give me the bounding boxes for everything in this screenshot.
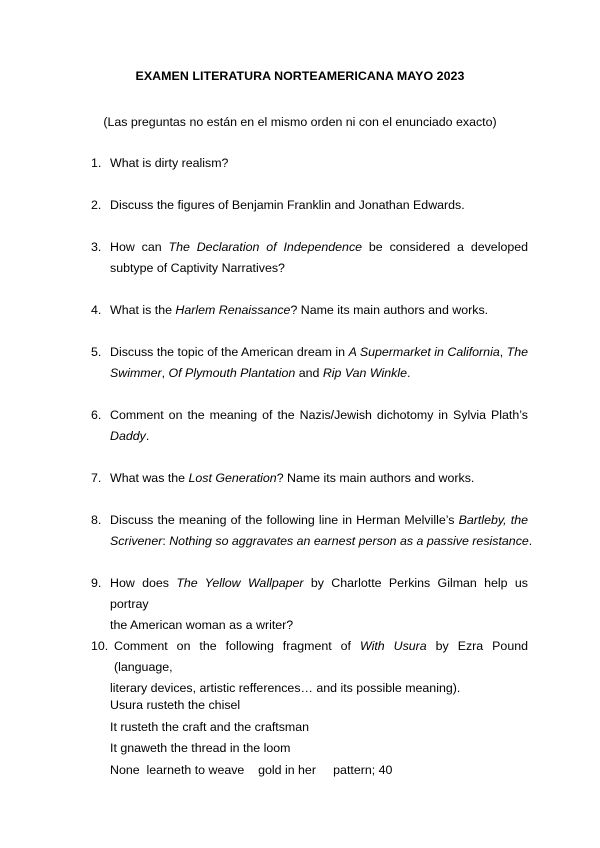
work-title: Daddy (110, 429, 146, 443)
question-number: 8. (91, 513, 102, 527)
question-8 (91, 510, 533, 552)
question-number: 4. (91, 303, 102, 317)
text-run: , (499, 345, 507, 359)
text-run: , (161, 366, 169, 380)
work-title: Lost Generation (188, 471, 277, 485)
work-title: The Declaration of Independence (168, 240, 363, 254)
text-run: ? Name its main authors and works. (276, 471, 475, 485)
text-run: subtype of Captivity Narratives? (110, 261, 285, 275)
question-number: 3. (91, 240, 102, 254)
work-title: The (506, 345, 528, 359)
question-5 (91, 342, 528, 384)
work-title: The Yellow Wallpaper (176, 576, 304, 590)
text-run: . (406, 366, 411, 380)
text-run: ? Name its main authors and works. (290, 303, 489, 317)
question-6 (91, 405, 528, 447)
text-run: the American woman as a writer? (110, 618, 294, 632)
question-number: 2. (91, 198, 102, 212)
work-title: Rip Van Winkle (322, 366, 407, 380)
text-run: Comment on the meaning of the Nazis/Jewish dichotomy in Sylvia Plath’s (110, 408, 528, 422)
question-text (110, 573, 528, 636)
question-7 (91, 468, 528, 489)
text-run: be considered a developed (362, 240, 529, 254)
text-run: by Ezra Pound (language, (114, 639, 528, 674)
poem-line: None learneth to weave gold in her pattern; 40 (110, 762, 393, 777)
text-run: How can (110, 240, 169, 254)
exam-title: EXAMEN LITERATURA NORTEAMERICANA MAYO 2023 (135, 69, 465, 83)
text-run: literary devices, artistic refferences… and its possible meaning). (110, 681, 461, 695)
text-run: How does (110, 576, 177, 590)
text-run: Discuss the meaning of the following line in Herman Melville’s (110, 513, 459, 527)
question-number: 10. (91, 639, 109, 653)
question-4 (91, 300, 528, 321)
work-title: Bartleby, the (458, 513, 528, 527)
text-run: . (528, 534, 533, 548)
question-10 (91, 636, 528, 699)
question-text (110, 468, 528, 489)
text-run: : (162, 534, 170, 548)
text-run: and (295, 366, 323, 380)
question-2 (91, 195, 528, 216)
question-3 (91, 237, 528, 279)
work-title: Of Plymouth Plantation (168, 366, 296, 380)
question-number: 7. (91, 471, 102, 485)
poem-fragment (110, 695, 392, 781)
text-run: What is the (110, 303, 176, 317)
work-title: Harlem Renaissance (175, 303, 291, 317)
text-run: . (145, 429, 150, 443)
question-text (110, 636, 528, 699)
poem-line: It gnaweth the thread in the loom (110, 741, 291, 755)
question-number: 5. (91, 345, 102, 359)
work-title: With Usura (359, 639, 427, 653)
work-title: Swimmer (110, 366, 162, 380)
quoted-line: Nothing so aggravates an earnest person as a passive resistance (169, 534, 529, 548)
poem-line: Usura rusteth the chisel (110, 698, 241, 712)
question-text (110, 405, 528, 447)
text-run: What was the (110, 471, 189, 485)
question-number: 6. (91, 408, 102, 422)
poem-line: It rusteth the craft and the craftsman (110, 719, 310, 734)
question-text: What is dirty realism? (110, 156, 229, 170)
question-number: 1. (91, 156, 102, 170)
exam-subtitle: (Las preguntas no están en el mismo orden ni con el enunciado exacto) (103, 115, 497, 129)
question-text (110, 300, 528, 321)
question-text (110, 237, 528, 279)
question-text (110, 342, 528, 384)
question-text (110, 510, 533, 552)
question-number: 9. (91, 576, 102, 590)
question-1 (91, 153, 528, 174)
text-run: Discuss the topic of the American dream in (110, 345, 349, 359)
text-run: by Charlotte Perkins Gilman help us portray (110, 576, 528, 611)
work-title: A Supermarket in California (348, 345, 500, 359)
work-title: Scrivener (110, 534, 163, 548)
text-run: Comment on the following fragment of (114, 639, 360, 653)
question-9 (91, 573, 528, 636)
question-text: Discuss the figures of Benjamin Franklin and Jonathan Edwards. (110, 198, 465, 212)
